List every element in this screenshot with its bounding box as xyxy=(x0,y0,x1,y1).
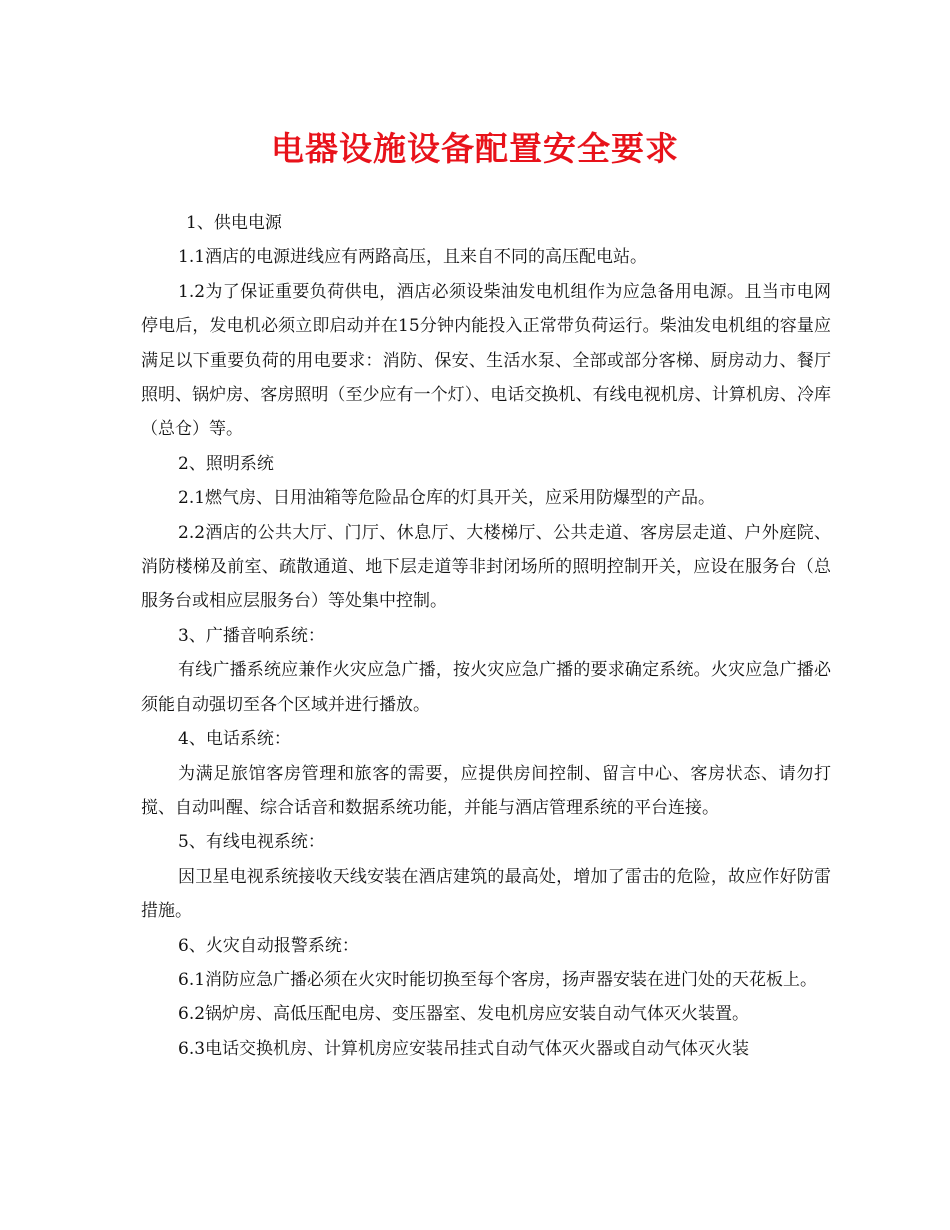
paragraph: 有线广播系统应兼作火灾应急广播，按火灾应急广播的要求确定系统。火灾应急广播必须能自动强切至各个区域并进行播放。 xyxy=(141,660,831,715)
paragraph: 6.2锅炉房、高低压配电房、变压器室、发电机房应安装自动气体灭火装置。 xyxy=(178,1004,750,1025)
paragraph: 因卫星电视系统接收天线安装在酒店建筑的最高处，增加了雷击的危险，故应作好防雷措施。 xyxy=(141,866,831,922)
section-heading: 5、有线电视系统： xyxy=(178,832,325,853)
paragraph: 1.2为了保证重要负荷供电，酒店必须设柴油发电机组作为应急备用电源。且当市电网停电后，发电机必须立即启动并在15分钟内能投入正常带负荷运行。柴油发电机组的容量应满足以下重要负荷的用电要求：消防、保安、生活水泵、全部或部分客梯、厨房动力、餐厅照明、锅炉房、客房照明（至少应有一个灯）、电话交换机、有线电视机房、计算机房、冷库（总仓）等。 xyxy=(141,281,831,440)
section-heading: 4、电话系统： xyxy=(178,729,291,750)
paragraph: 2.1燃气房、日用油箱等危险品仓库的灯具开关，应采用防爆型的产品。 xyxy=(178,488,716,509)
section-heading: 1、供电电源 xyxy=(186,213,282,233)
document-body xyxy=(141,206,831,1066)
section-heading: 3、广播音响系统： xyxy=(178,625,325,646)
section-heading: 6、火灾自动报警系统： xyxy=(178,935,359,956)
paragraph: 6.1消防应急广播必须在火灾时能切换至每个客房，扬声器安装在进门处的天花板上。 xyxy=(178,969,818,990)
paragraph: 为满足旅馆客房管理和旅客的需要，应提供房间控制、留言中心、客房状态、请勿打搅、自动叫醒、综合话音和数据系统功能，并能与酒店管理系统的平台连接。 xyxy=(141,763,831,818)
document-title: 电器设施设备配置安全要求 xyxy=(271,129,679,168)
section-heading: 2、照明系统 xyxy=(178,453,274,474)
paragraph: 1.1酒店的电源进线应有两路高压，且来自不同的高压配电站。 xyxy=(178,247,648,268)
paragraph: 6.3电话交换机房、计算机房应安装吊挂式自动气体灭火器或自动气体灭火装 xyxy=(178,1038,750,1059)
paragraph: 2.2酒店的公共大厅、门厅、休息厅、大楼梯厅、公共走道、客房层走道、户外庭院、消防楼梯及前室、疏散通道、地下层走道等非封闭场所的照明控制开关，应设在服务台（总服务台或相应层服务台）等处集中控制。 xyxy=(141,522,831,612)
